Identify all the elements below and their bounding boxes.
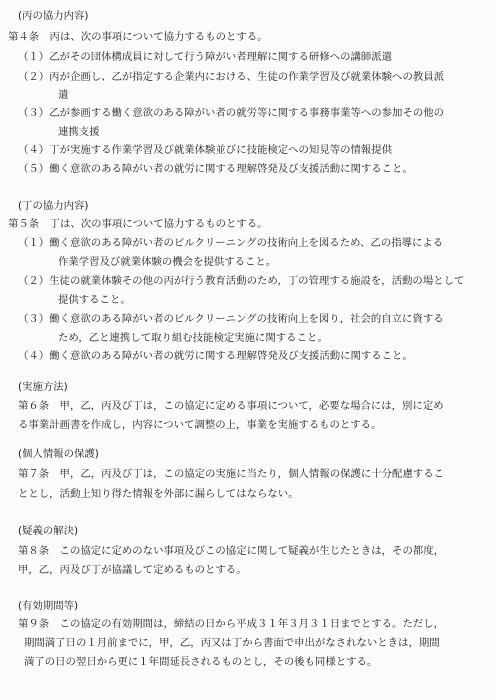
article-continuation: ととし，活動上知り得た情報を外部に漏らしてはならない。 — [18, 488, 299, 500]
item-line: （２）生徒の就業体験その他の丙が行う教育活動のため，丁の管理する施設を，活動の場として — [18, 275, 465, 287]
item-line: （１）乙がその団体構成員に対して行う障がい者理解に関する研修への講師派遣 — [18, 51, 393, 63]
section-heading: (実施方法) — [18, 381, 68, 393]
article-continuation: 甲，乙，丙及び丁が協議して定めるものとする。 — [18, 564, 247, 576]
item-continuation: 遣 — [58, 89, 69, 101]
item-line: （３）働く意欲のある障がい者のビルクリーニングの技術向上を図り，社会的自立に資する — [18, 313, 444, 325]
item-continuation: ため，乙と連携して取り組む技能検定実施に関すること。 — [58, 332, 328, 344]
article-line: 第９条 この協定の有効期間は，締結の日から平成３１年３月３１日までとする。ただし， — [18, 618, 445, 630]
article-continuation: る事業計画書を作成し，内容について調整の上，事業を実施するものとする。 — [18, 419, 382, 431]
item-continuation: 連携支援 — [58, 126, 100, 138]
section-heading: (丁の協力内容) — [18, 200, 89, 212]
section-heading: (個人情報の保護) — [18, 448, 99, 460]
section-heading: (丙の協力内容) — [18, 10, 89, 22]
article-line: 第６条 甲，乙，丙及び丁は，この協定に定める事項について，必要な場合には，別に定め — [18, 400, 444, 412]
item-line: （１）働く意欲のある障がい者のビルクリーニングの技術向上を図るため、乙の指導による — [18, 237, 444, 249]
item-line: （４）働く意欲のある障がい者の就労に関する理解啓発及び支援活動に関すること。 — [18, 350, 413, 362]
article-line: 第７条 甲，乙，丙及び丁は，この協定の実施に当たり，個人情報の保護に十分配慮するこ — [18, 468, 445, 480]
item-line: （２）丙が企画し、乙が指定する企業内における、生徒の作業学習及び就業体験への教員派 — [18, 71, 445, 83]
item-line: （３）乙が参画する働く意欲のある障がい者の就労等に関する事務事業等への参加その他の — [18, 107, 445, 119]
article-line: 第８条 この協定に定めのない事項及びこの協定に関して疑義が生じたときは，その都度， — [18, 545, 445, 557]
section-heading: (疑義の解決) — [18, 525, 79, 537]
item-continuation: 提供すること。 — [58, 294, 131, 306]
item-continuation: 作業学習及び就業体験の機会を提供すること。 — [58, 256, 277, 268]
item-line: （４）丁が実施する作業学習及び就業体験並びに技能検定への知見等の情報提供 — [18, 144, 393, 156]
section-heading: (有効期間等) — [18, 600, 79, 612]
item-line: （５）働く意欲のある障がい者の就労に関する理解啓発及び支援活動に関すること。 — [18, 163, 413, 175]
article-continuation: 期間満了日の１月前までに，甲，乙，丙又は丁から書面で申出がなされないときは，期間 — [24, 637, 440, 649]
article-continuation: 満了の日の翌日から更に１年間延長されるものとし，その後も同様とする。 — [24, 656, 378, 668]
article-line: 第４条 丙は、次の事項について協力するものとする。 — [8, 31, 268, 43]
article-line: 第５条 丁は、次の事項について協力するものとする。 — [8, 218, 268, 230]
